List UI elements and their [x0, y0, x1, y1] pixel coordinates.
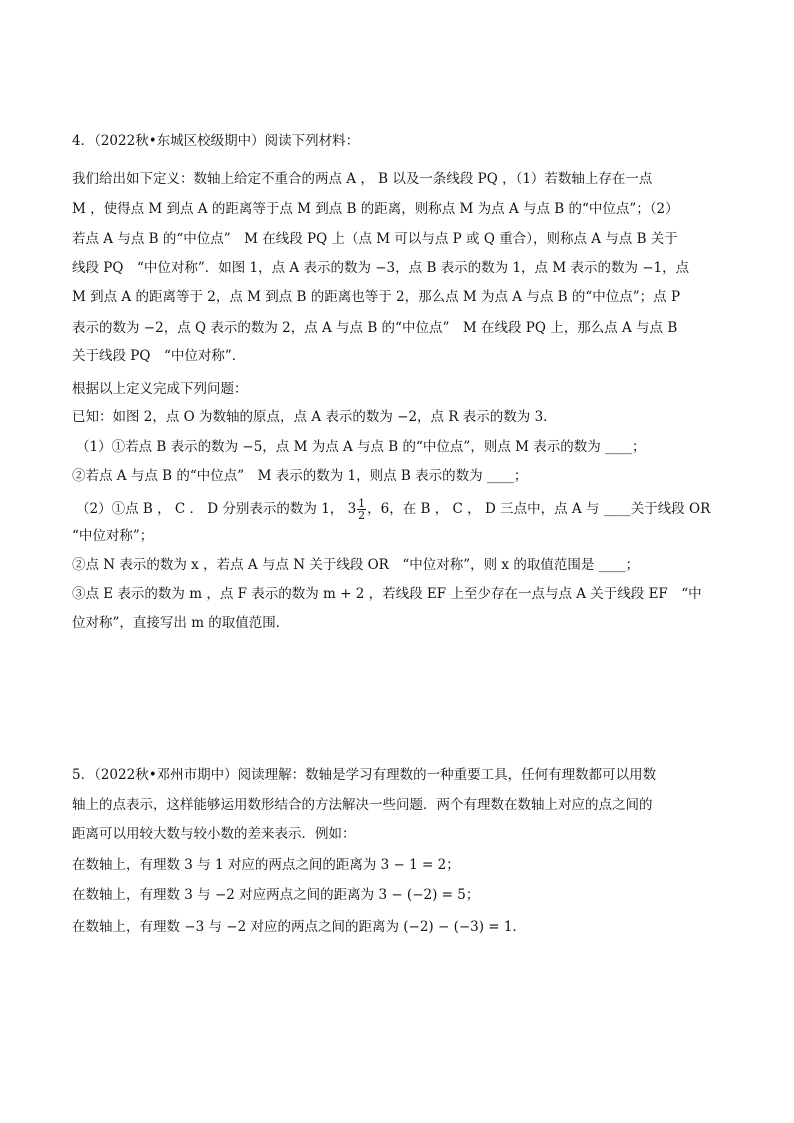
q4-part1-b: ②若点 A 与点 B 的“中位点” M 表示的数为 1，则点 B 表示的数为 ____； [72, 468, 528, 484]
q4-part2-a-before: （2）①点 B ， C ． D 分别表示的数为 1， 3 [76, 501, 357, 517]
q4-given: 已知：如图 2，点 O 为数轴的原点，点 A 表示的数为 −2，点 R 表示的数为 3． [72, 409, 557, 425]
q4-part2-a-cont: “中位对称”； [72, 528, 154, 544]
q4-text-line-4: 线段 PQ “中位对称”．如图 1，点 A 表示的数为 −3，点 B 表示的数为 1，点 M 表示的数为 −1，点 [72, 260, 690, 276]
q4-header: 4．（2022秋•东城区校级期中）阅读下列材料： [72, 133, 360, 149]
q4-text-line-1: 我们给出如下定义：数轴上给定不重合的两点 A ， B 以及一条线段 PQ ，（1）若数轴上存在一点 [72, 171, 653, 187]
fraction-denominator: 2 [358, 509, 366, 522]
q5-example-3: 在数轴上，有理数 −3 与 −2 对应的两点之间的距离为 (−2) − (−3) = 1． [72, 919, 527, 935]
q4-text-line-7: 关于线段 PQ “中位对称”． [72, 348, 246, 364]
q4-part2-b: ②点 N 表示的数为 x ，若点 A 与点 N 关于线段 OR “中位对称”，则 x 的取值范围是 ____； [72, 557, 640, 573]
q4-text-line-6: 表示的数为 −2，点 Q 表示的数为 2，点 A 与点 B 的“中位点” M 在线段 PQ 上，那么点 A 与点 B [72, 320, 678, 336]
q5-example-1: 在数轴上，有理数 3 与 1 对应的两点之间的距离为 3 − 1 = 2； [72, 857, 460, 873]
q4-part2-c-cont: 位对称”，直接写出 m 的取值范围． [72, 615, 290, 631]
q4-part2-a-after: ，6，在 B ， C ， D 三点中，点 A 与 ____关于线段 OR [367, 501, 711, 517]
q5-line-1: 5．（2022秋•邓州市期中）阅读理解：数轴是学习有理数的一种重要工具，任何有理数都可以用数 [72, 767, 657, 783]
q4-task-intro: 根据以上定义完成下列问题： [72, 381, 248, 397]
q5-line-3: 距离可以用较大数与较小数的差来表示．例如： [72, 826, 356, 842]
q4-text-line-5: M 到点 A 的距离等于 2，点 M 到点 B 的距离也等于 2，那么点 M 为点 A 与点 B 的“中位点”；点 P [72, 289, 681, 305]
q5-example-2: 在数轴上，有理数 3 与 −2 对应两点之间的距离为 3 − (−2) = 5； [72, 887, 480, 903]
q4-text-line-2: M ，使得点 M 到点 A 的距离等于点 M 到点 B 的距离，则称点 M 为点 A 与点 B 的“中位点”；（2） [72, 201, 679, 217]
q4-text-line-3: 若点 A 与点 B 的“中位点” M 在线段 PQ 上（点 M 可以与点 P 或 Q 重合），则称点 A 与点 B 关于 [72, 231, 678, 247]
q4-part1-a: （1）①若点 B 表示的数为 −5，点 M 为点 A 与点 B 的“中位点”，则点 M 表示的数为 ____； [76, 439, 646, 455]
q5-line-2: 轴上的点表示，这样能够运用数形结合的方法解决一些问题．两个有理数在数轴上对应的点之间的 [72, 797, 653, 813]
fraction-numerator: 1 [358, 497, 366, 510]
q4-part2-c: ③点 E 表示的数为 m ，点 F 表示的数为 m + 2 ，若线段 EF 上至少存在一点与点 A 关于线段 EF “中 [72, 586, 702, 602]
mixed-fraction [357, 498, 366, 521]
q4-part2-a [76, 498, 710, 521]
